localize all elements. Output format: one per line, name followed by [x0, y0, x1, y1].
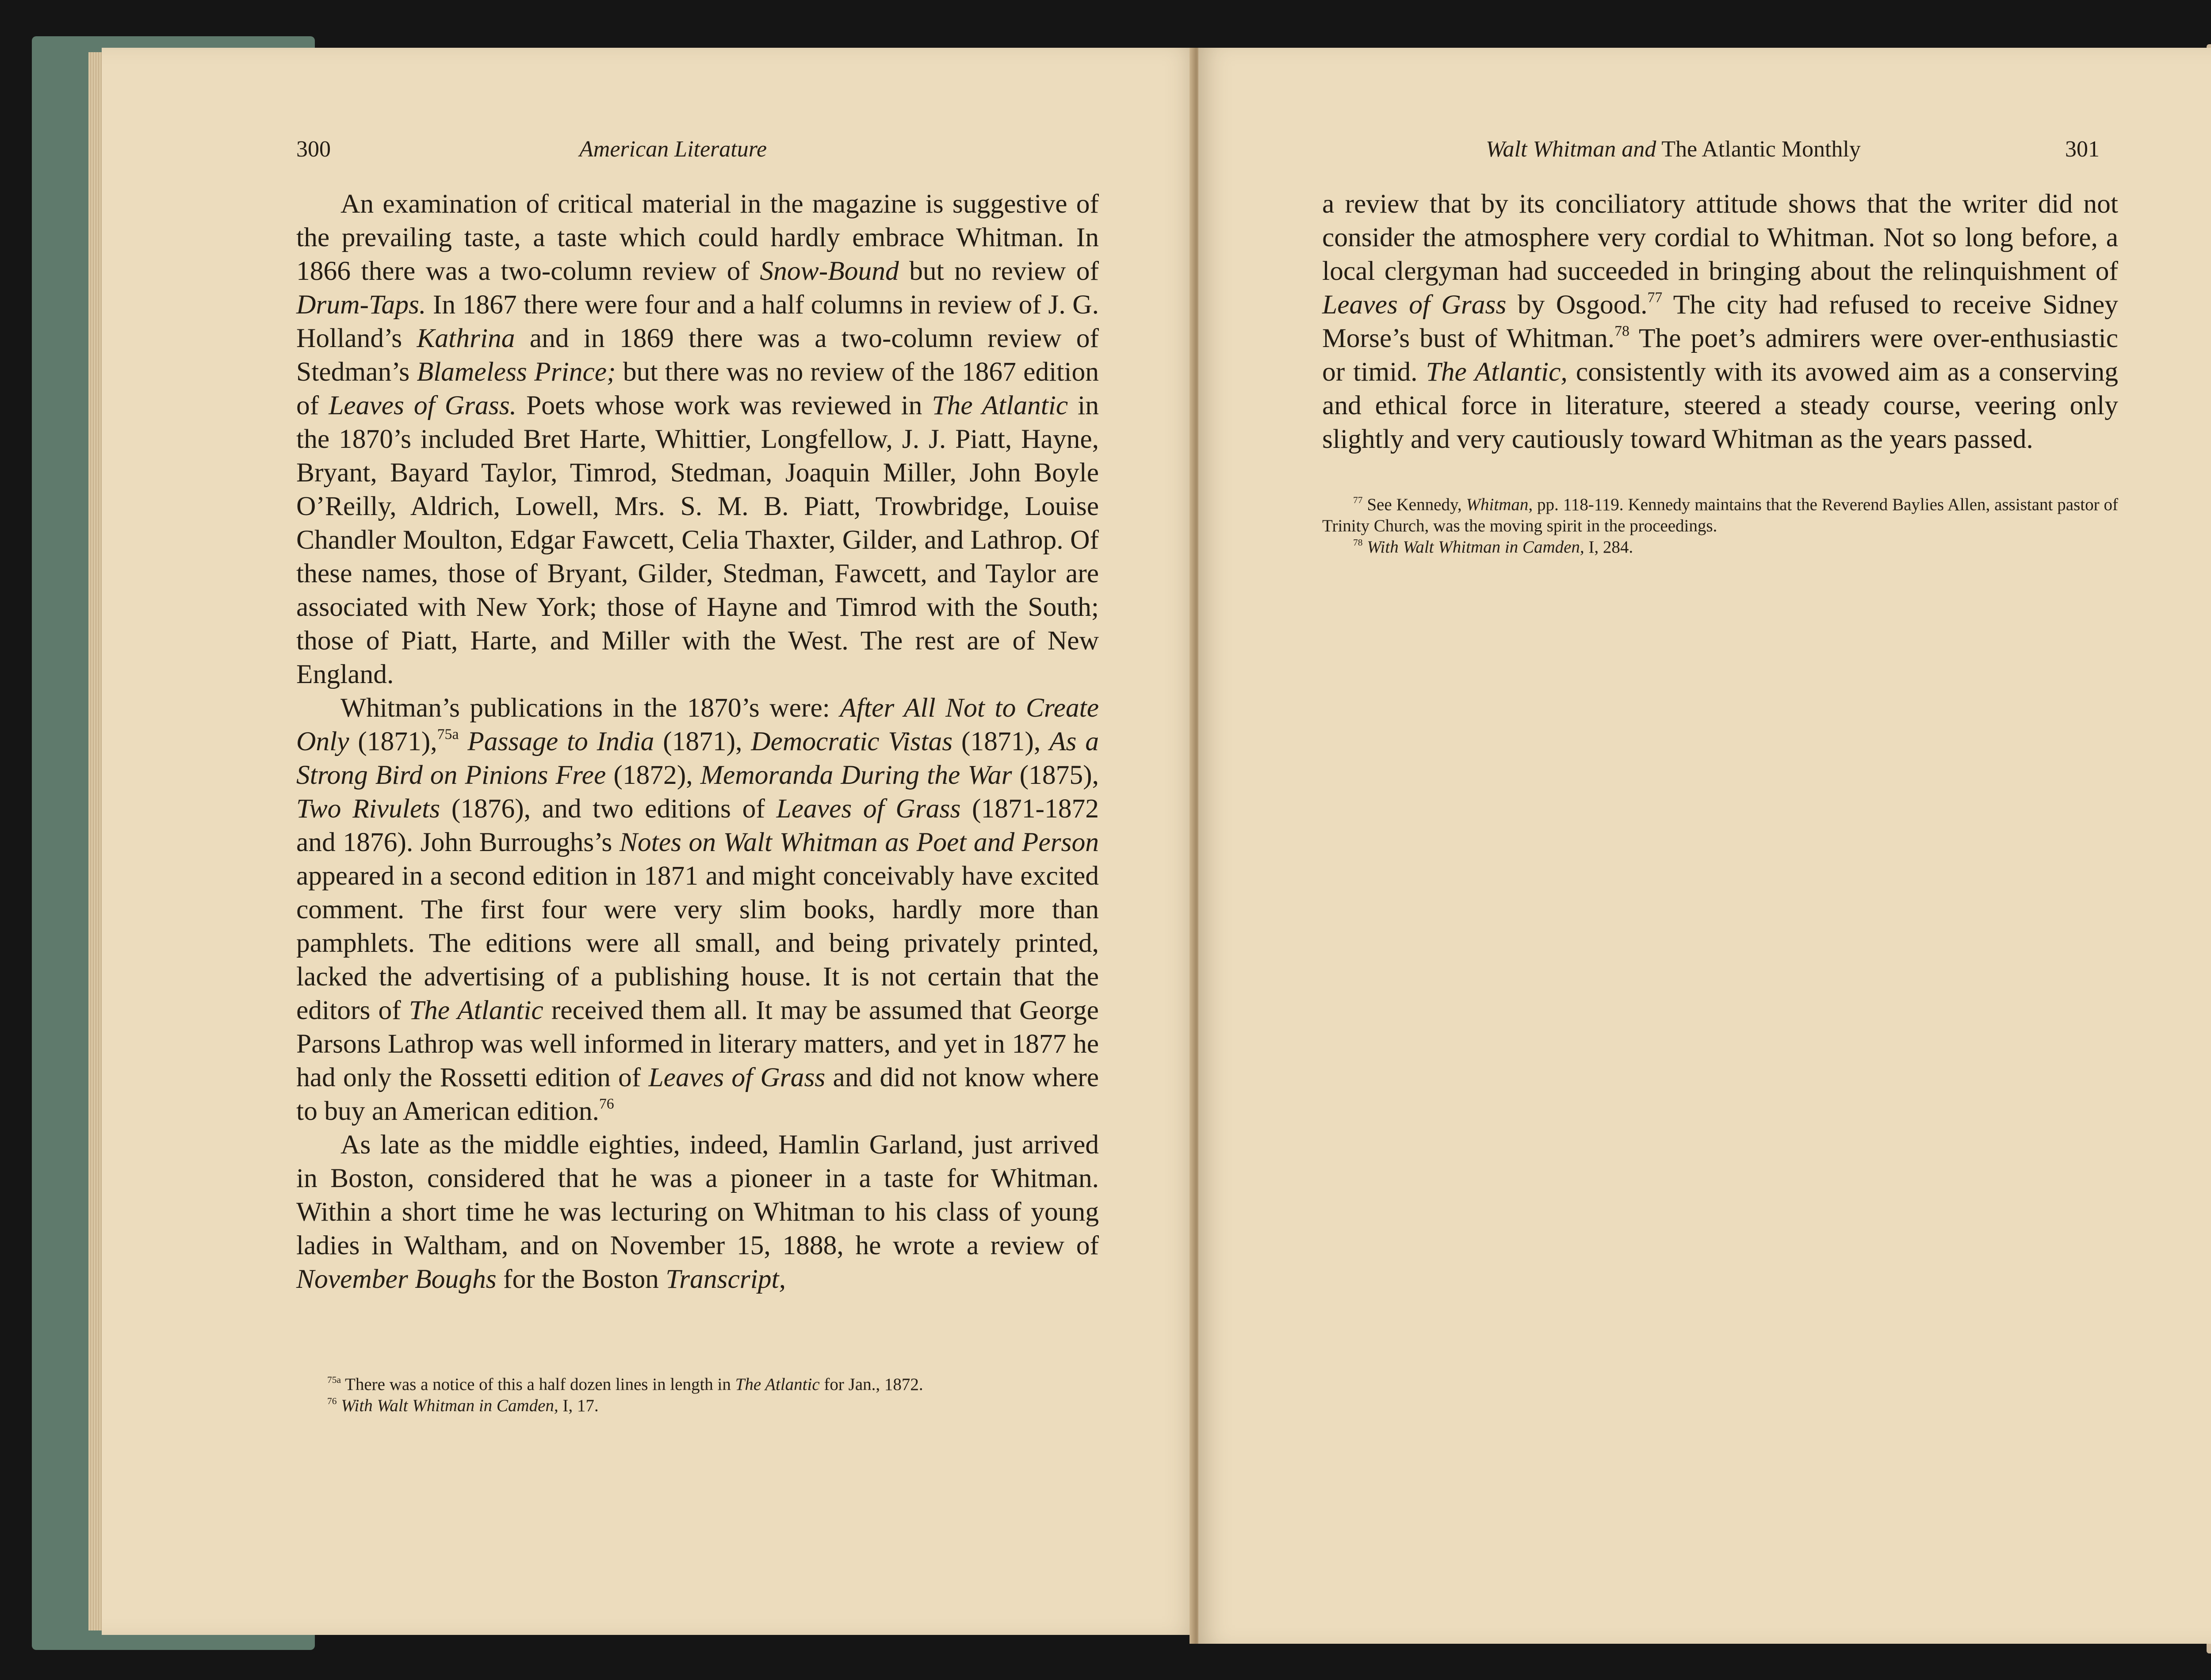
left-footnotes [296, 1374, 1099, 1417]
paragraph: Whitman’s publications in the 1870’s were: After All Not to Create Only (1871),$^{75a}$ Passage to India (1871), Democratic Vistas (1871), As a Strong Bird on Pinions Free (1872), Memoranda During the War (1875), Two Rivulets (1876), and two editions of Leaves of Grass (1871-1872 and 1876). John Burroughs’s Notes on Walt Whitman as Poet and Person appeared in a second edition in 1871 and might conceivably have excited comment. The first four were very slim books, hardly more than pamphlets. The editions were all small, and being privately printed, lacked the advertising of a publishing house. It is not certain that the editors of The Atlantic received them all. It may be assumed that George Parsons Lathrop was well informed in literary matters, and yet in 1877 he had only the Rossetti edition of Leaves of Grass and did not know where to buy an American edition.$^{76}$ [296, 693, 1099, 1126]
right-page [1198, 48, 2211, 1644]
running-head: American Literature [579, 137, 767, 162]
paragraph: a review that by its conciliatory attitude shows that the writer did not consider the atmosphere very cordial to Whitman. Not so long before, a local clergyman had succeeded in bringing about the relinquishment of Leaves of Grass by Osgood.$^{77}$ The city had refused to receive Sidney Morse’s bust of Whitman.$^{78}$ The poet’s admirers were over-enthusiastic or timid. The Atlantic, consistently with its avowed aim as a conserving and ethical force in literature, steered a steady course, veering only slightly and very cautiously toward Whitman as the years passed. [1322, 189, 2119, 454]
running-head [1486, 136, 1861, 162]
left-page [102, 48, 1198, 1635]
footnote: $^{77}$ See Kennedy, Whitman, pp. 118-119. Kennedy maintains that the Reverend Baylies Allen, assistant pastor of Trinity Church, was the moving spirit in the proceedings. [1322, 494, 2118, 535]
running-head-roman: The Atlantic Monthly [1661, 137, 1861, 162]
page-number: 300 [296, 137, 331, 162]
footnote: $^{78}$ With Walt Whitman in Camden, I, 284. [1353, 537, 1633, 557]
right-body-text [1322, 187, 2118, 456]
running-head-italic: Walt Whitman and [1486, 137, 1656, 162]
footnote: $^{76}$ With Walt Whitman in Camden, I, 17. [327, 1395, 599, 1415]
left-body-text [296, 187, 1099, 1296]
right-footnotes [1322, 494, 2118, 558]
paragraph: As late as the middle eighties, indeed, Hamlin Garland, just arrived in Boston, considered that he was a pioneer in a taste for Whitman. Within a short time he was lecturing on Whitman to his class of young ladies in Waltham, and on November 15, 1888, he wrote a review of November Boughs for the Boston Transcript, [296, 1130, 1099, 1294]
footnote: $^{75a}$ There was a notice of this a half dozen lines in length in The Atlantic for Jan., 1872. [327, 1374, 923, 1394]
page-number: 301 [2065, 137, 2100, 162]
paragraph: An examination of critical material in the magazine is suggestive of the prevailing taste, a taste which could hardly embrace Whitman. In 1866 there was a two-column review of Snow-Bound but no review of Drum-Taps. In 1867 there were four and a half columns in review of J. G. Holland’s Kathrina and in 1869 there was a two-column review of Stedman’s Blameless Prince; but there was no review of the 1867 edition of Leaves of Grass. Poets whose work was reviewed in The Atlantic in the 1870’s included Bret Harte, Whittier, Longfellow, J. J. Piatt, Hayne, Bryant, Bayard Taylor, Timrod, Stedman, Joaquin Miller, John Boyle O’Reilly, Aldrich, Lowell, Mrs. S. M. B. Piatt, Trowbridge, Louise Chandler Moulton, Edgar Fawcett, Celia Thaxter, Gilder, and Lathrop. Of these names, those of Bryant, Gilder, Stedman, Fawcett, and Taylor are associated with New York; those of Hayne and Timrod with the South; those of Piatt, Harte, and Miller with the West. The rest are of New England. [296, 189, 1099, 689]
